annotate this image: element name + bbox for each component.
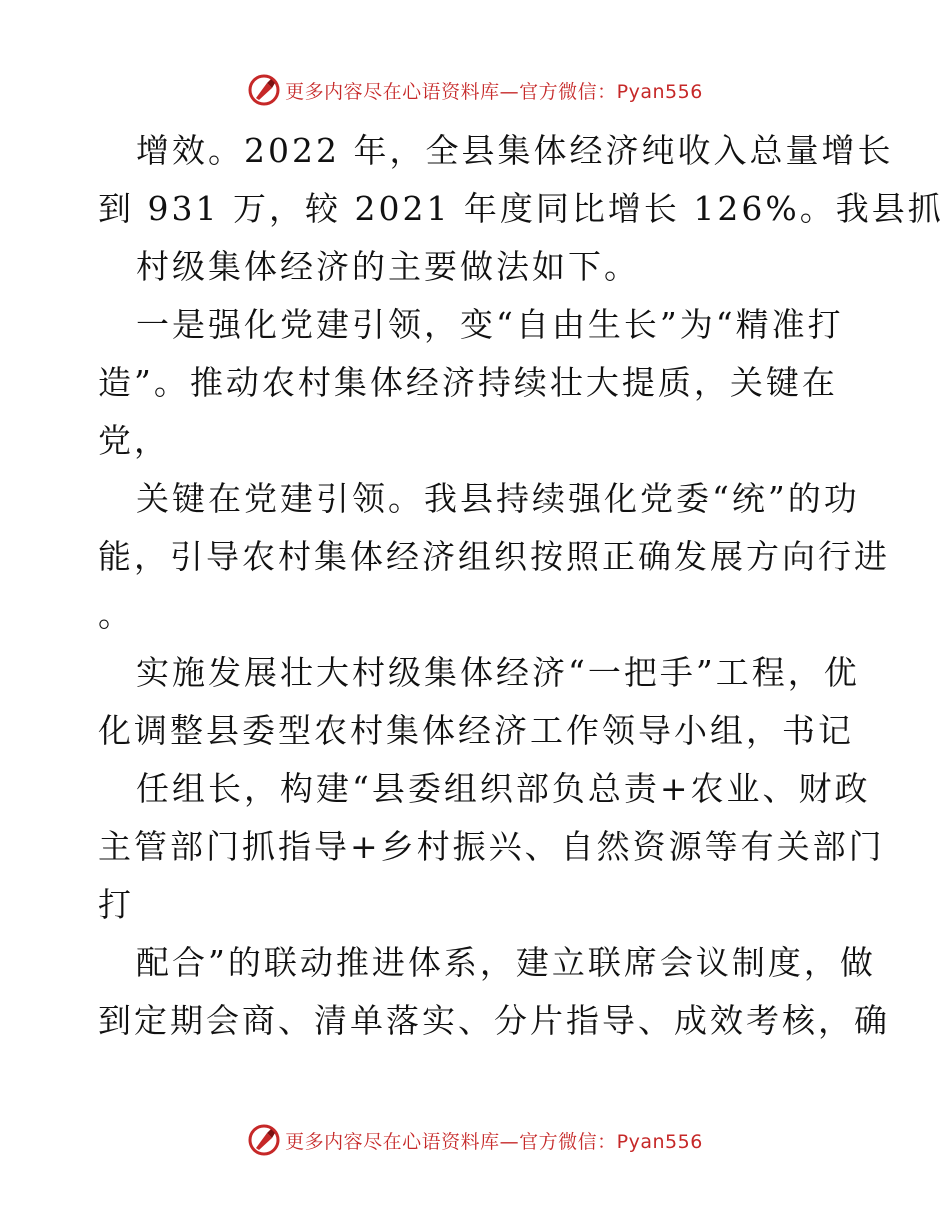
text-line: 配合”的联动推进体系，建立联席会议制度，做 — [136, 943, 876, 982]
text-line: 造”。推动农村集体经济持续壮大提质，关键在 — [98, 363, 838, 402]
text-line: 化调整县委型农村集体经济工作领导小组，书记 — [98, 711, 854, 750]
header-banner-text: 更多内容尽在心语资料库—官方微信：Pyan556 — [285, 80, 703, 103]
text-line: 增效。2022 年，全县集体经济纯收入总量增长 — [136, 131, 894, 170]
text-line: 村级集体经济的主要做法如下。 — [136, 247, 640, 286]
text-line: 主管部门抓指导+乡村振兴、自然资源等有关部门 — [98, 827, 885, 866]
footer-banner-text: 更多内容尽在心语资料库—官方微信：Pyan556 — [285, 1130, 703, 1153]
text-line: 关键在党建引领。我县持续强化党委“统”的功 — [136, 479, 860, 518]
text-line: 到定期会商、清单落实、分片指导、成效考核，确 — [98, 1001, 890, 1040]
text-line: 能，引导农村集体经济组织按照正确发展方向行进 — [98, 537, 890, 576]
footer-banner — [0, 1120, 950, 1160]
text-line: 任组长，构建“县委组织部负总责+农业、财政 — [136, 769, 871, 808]
text-line: 打 — [98, 885, 134, 924]
pen-nib-logo-icon — [247, 1123, 281, 1157]
text-line: 。 — [98, 595, 134, 634]
text-line: 到 931 万，较 2021 年度同比增长 126%。我县抓 — [98, 189, 944, 228]
header-banner — [0, 70, 950, 110]
text-line: 党， — [98, 421, 170, 460]
pen-nib-logo-icon — [247, 73, 281, 107]
text-line: 实施发展壮大村级集体经济“一把手”工程，优 — [136, 653, 860, 692]
text-line: 一是强化党建引领，变“自由生长”为“精准打 — [136, 305, 844, 344]
document-body — [98, 122, 944, 1050]
